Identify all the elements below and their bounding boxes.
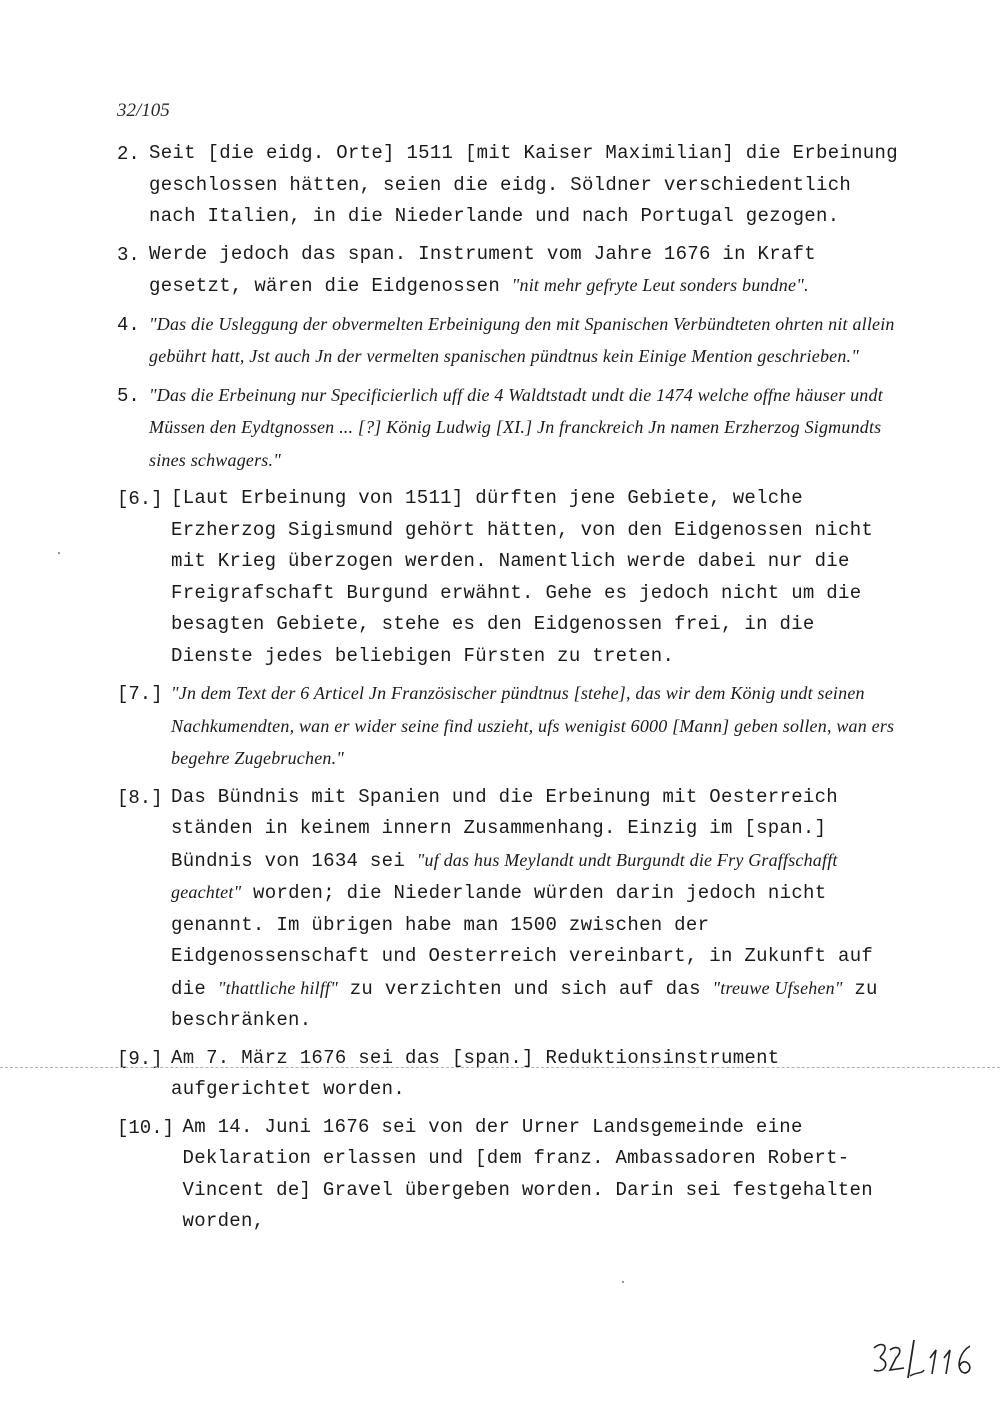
entry-text: [171, 782, 907, 1037]
summary-text: Werde jedoch das span. Instrument vom Jahre 1676 in Kraft gesetzt, wären die Eidgenossen: [149, 242, 817, 297]
list-item: [117, 1112, 907, 1238]
entry-number: [8.]: [117, 786, 163, 809]
scan-speck: [58, 552, 60, 554]
summary-text: Am 14. Juni 1676 sei von der Urner Landsgemeinde eine Deklaration erlassen und [dem franz. Ambassadoren Robert-Vincent de] Gravel übergeben worden. Darin sei festgehalten worden,: [182, 1115, 873, 1232]
entry-text: [149, 380, 907, 478]
entry-number: 3.: [117, 243, 140, 266]
summary-text: Am 7. März 1676 sei das [span.] Reduktionsinstrument aufgerichtet worden.: [171, 1046, 780, 1100]
entry-number: [6.]: [117, 488, 163, 510]
entry-text: [149, 309, 907, 374]
summary-text: zu verzichten und sich auf das: [338, 977, 713, 1000]
entry-list: [117, 138, 907, 1244]
quoted-source-text: "Das die Erbeinung nur Specificierlich uff die 4 Waldtstadt undt die 1474 welche offne häuser undt Müssen den Eydtgnossen ... [?] König Ludwig [XI.] Jn franckreich Jn namen Erzherzog Sigmundts sines schwagers.": [149, 384, 883, 470]
entry-number: 2.: [117, 143, 140, 165]
scan-fold-line: [0, 1067, 1000, 1068]
quoted-source-text: "treuwe Ufsehen": [712, 977, 843, 998]
entry-number: 5.: [117, 384, 140, 407]
entry-text: [171, 678, 907, 776]
entry-number: [9.]: [117, 1047, 163, 1070]
quoted-source-text: "Jn dem Text der 6 Articel Jn Französischer pündtnus [stehe], das wir dem König undt seinen Nachkumendten, wan er wider seine find uszieht, ufs wenigist 6000 [Mann] geben sollen, wan ers begehre Zugebruchen.": [171, 683, 895, 768]
quoted-source-text: "nit mehr gefryte Leut sonders bundne".: [511, 275, 809, 295]
entry-number: [10.]: [117, 1116, 175, 1139]
list-item: [117, 1043, 907, 1106]
entry-text: [171, 483, 907, 672]
entry-text: [149, 239, 907, 303]
list-item: [117, 380, 907, 478]
handwritten-folio-mark: [870, 1336, 990, 1386]
summary-text: [Laut Erbeinung von 1511] dürften jene Gebiete, welche Erzherzog Sigismund gehört hätten, von den Eidgenossen nicht mit Krieg überzogen werden. Namentlich werde dabei nur die Freigrafschaft Burgund erwähnt. Gehe es jedoch nicht um die besagten Gebiete, stehe es den Eidgenossen frei, in die Dienste jedes beliebigen Fürsten zu treten.: [171, 487, 874, 667]
list-item: [117, 782, 907, 1037]
scan-speck: [622, 1281, 624, 1283]
quoted-source-text: "Das die Usleggung der obvermelten Erbeinigung den mit Spanischen Verbündteten ohrten nit allein gebührt hatt, Jst auch Jn der vermelten spanischen pündtnus kein Einige Mention geschrieben.": [149, 313, 895, 366]
entry-text: [183, 1112, 908, 1238]
quoted-source-text: "thattliche hilff": [217, 977, 339, 998]
list-item: [117, 239, 907, 303]
list-item: [117, 138, 907, 233]
summary-text: worden; die Niederlande würden darin jedoch nicht genannt. Im übrigen habe man 1500 zwischen der Eidgenossenschaft und Oesterreich vereinbart, in Zukunft auf die: [171, 882, 874, 1000]
list-item: [117, 483, 907, 672]
summary-text: zu beschränken.: [171, 977, 878, 1031]
list-item: [117, 309, 907, 374]
entry-number: [7.]: [117, 683, 163, 705]
summary-text: Seit [die eidg. Orte] 1511 [mit Kaiser Maximilian] die Erbeinung geschlossen hätten, seien die eidg. Söldner verschiedentlich nach Italien, in die Niederlande und nach Portugal gezogen.: [149, 142, 898, 227]
entry-text: [171, 1043, 907, 1106]
entry-text: [149, 138, 907, 233]
page-reference: 32/105: [117, 100, 170, 121]
summary-text: Das Bündnis mit Spanien und die Erbeinung mit Oesterreich ständen in keinem innern Zusammenhang. Einzig im [span.] Bündnis von 1634 sei: [171, 785, 839, 872]
quoted-source-text: "uf das hus Meylandt undt Burgundt die Fry Graffschafft geachtet": [171, 849, 838, 902]
list-item: [117, 678, 907, 776]
entry-number: 4.: [117, 313, 140, 336]
